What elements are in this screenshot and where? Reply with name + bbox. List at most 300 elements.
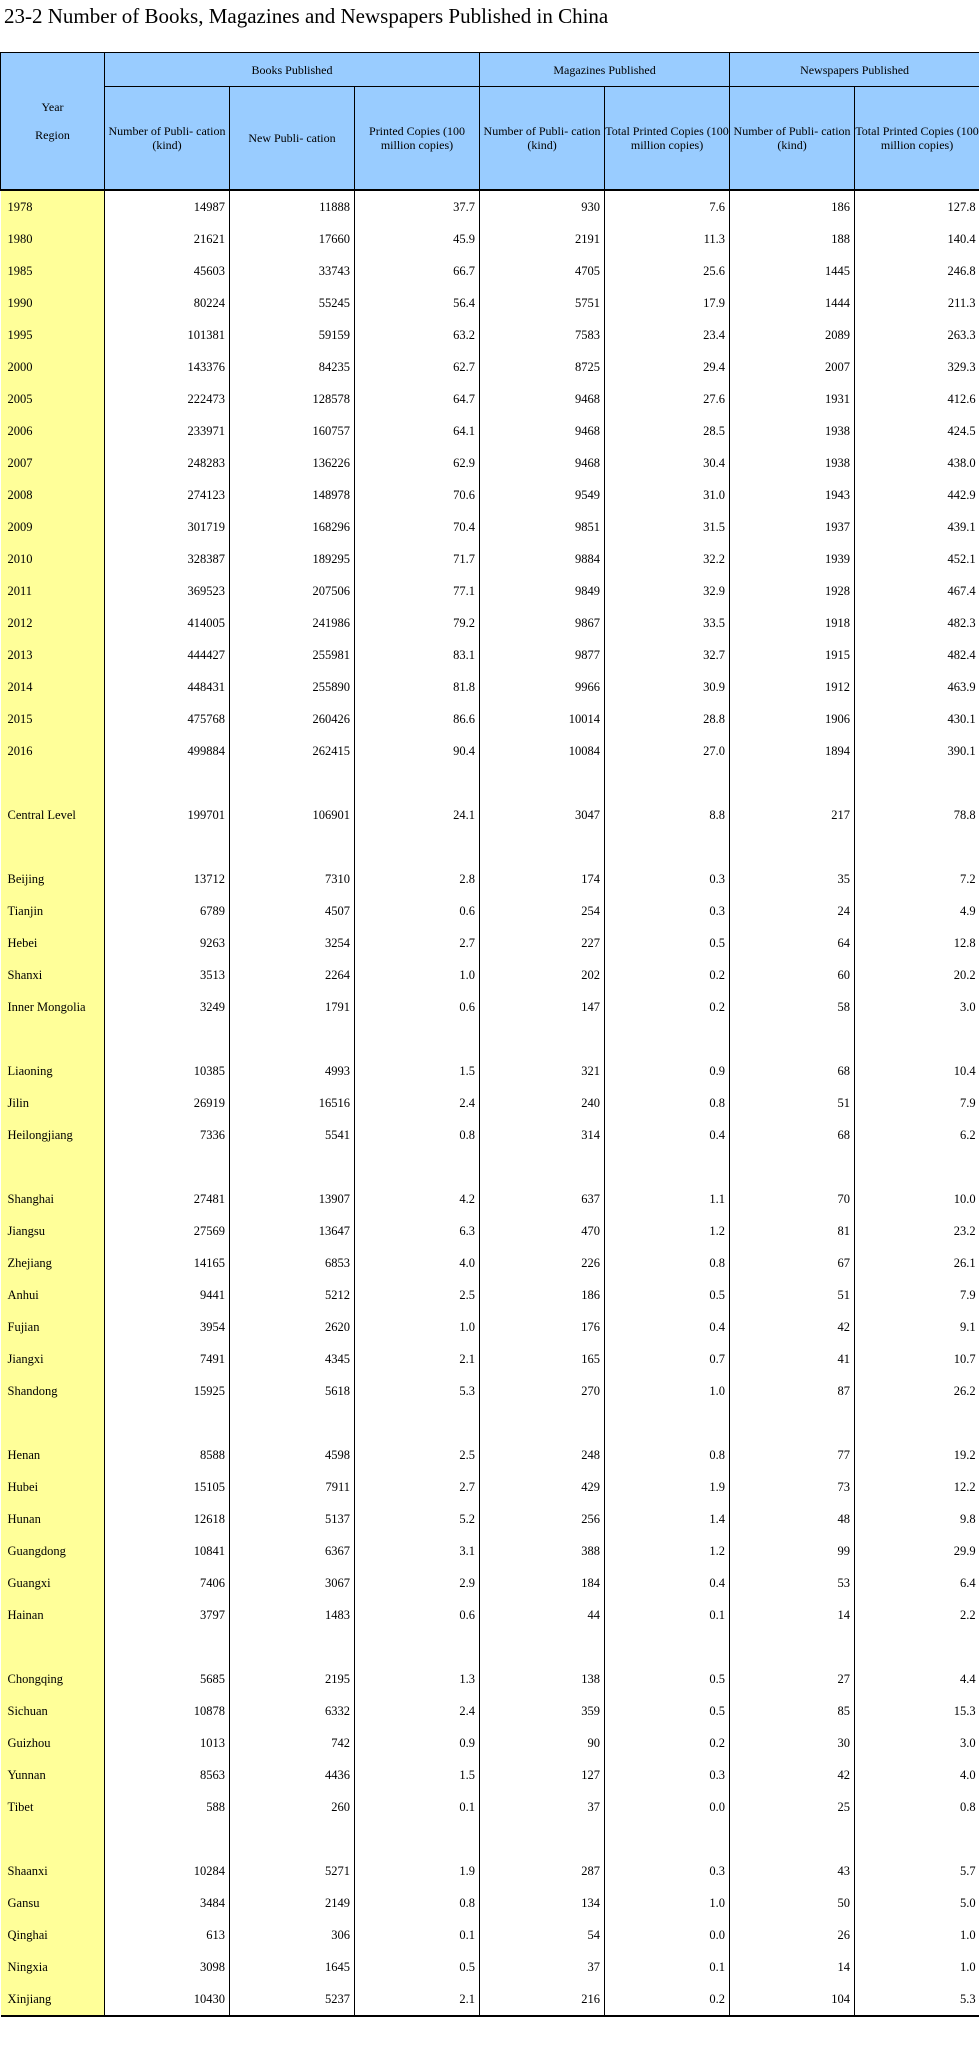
region-cell: Jiangsu	[1, 1215, 105, 1247]
books-number-cell: 3484	[105, 1887, 230, 1919]
spacer-cell	[605, 1023, 730, 1055]
books-new-cell: 2264	[230, 959, 355, 991]
magazines-number-cell: 9851	[480, 511, 605, 543]
table-row	[1, 1279, 979, 1311]
books-printed-cell: 63.2	[355, 319, 480, 351]
spacer-cell	[480, 1151, 605, 1183]
books-printed-cell: 24.1	[355, 799, 480, 831]
newspapers-number-cell: 25	[730, 1791, 855, 1823]
spacer-cell	[355, 1407, 480, 1439]
region-cell: Guizhou	[1, 1727, 105, 1759]
spacer-cell	[1, 767, 105, 799]
magazines-number-cell: 9877	[480, 639, 605, 671]
region-cell: Henan	[1, 1439, 105, 1471]
books-new-cell: 6332	[230, 1695, 355, 1727]
newspapers-number-cell: 99	[730, 1535, 855, 1567]
newspapers-number-cell: 43	[730, 1855, 855, 1887]
spacer-cell	[230, 1407, 355, 1439]
region-cell: 2010	[1, 543, 105, 575]
books-new-header: New Publi- cation	[230, 87, 355, 191]
books-number-cell: 613	[105, 1919, 230, 1951]
newspapers-number-cell: 1894	[730, 735, 855, 767]
newspapers-total-cell: 482.3	[855, 607, 979, 639]
region-cell: Chongqing	[1, 1663, 105, 1695]
spacer-cell	[230, 1631, 355, 1663]
region-cell: 2000	[1, 351, 105, 383]
table-row	[1, 735, 979, 767]
magazines-number-cell: 226	[480, 1247, 605, 1279]
newspapers-number-cell: 60	[730, 959, 855, 991]
magazines-total-cell: 0.3	[605, 863, 730, 895]
spacer-cell	[730, 1823, 855, 1855]
region-cell: Xinjiang	[1, 1983, 105, 2016]
newspapers-number-cell: 1928	[730, 575, 855, 607]
books-printed-cell: 56.4	[355, 287, 480, 319]
books-new-cell: 6367	[230, 1535, 355, 1567]
magazines-total-cell: 23.4	[605, 319, 730, 351]
books-number-header: Number of Publi- cation (kind)	[105, 87, 230, 191]
books-new-cell: 189295	[230, 543, 355, 575]
books-new-cell: 2195	[230, 1663, 355, 1695]
spacer-cell	[355, 1631, 480, 1663]
newspapers-number-cell: 24	[730, 895, 855, 927]
newspapers-number-cell: 70	[730, 1183, 855, 1215]
books-number-cell: 3513	[105, 959, 230, 991]
magazines-number-cell: 3047	[480, 799, 605, 831]
books-number-cell: 10430	[105, 1983, 230, 2016]
books-number-cell: 5685	[105, 1663, 230, 1695]
spacer-cell	[730, 767, 855, 799]
newspapers-total-cell: 10.7	[855, 1343, 979, 1375]
books-new-cell: 4598	[230, 1439, 355, 1471]
books-printed-cell: 62.7	[355, 351, 480, 383]
spacer-cell	[480, 767, 605, 799]
magazines-number-cell: 127	[480, 1759, 605, 1791]
spacer-cell	[105, 1407, 230, 1439]
magazines-total-cell: 32.7	[605, 639, 730, 671]
spacer-cell	[605, 767, 730, 799]
year-label: Year	[41, 100, 64, 114]
table-row	[1, 223, 979, 255]
magazines-total-cell: 0.3	[605, 895, 730, 927]
magazines-total-cell: 7.6	[605, 190, 730, 223]
magazines-number-cell: 9468	[480, 383, 605, 415]
spacer-cell	[105, 1823, 230, 1855]
region-cell: Liaoning	[1, 1055, 105, 1087]
newspapers-total-cell: 3.0	[855, 1727, 979, 1759]
books-new-cell: 742	[230, 1727, 355, 1759]
books-printed-cell: 37.7	[355, 190, 480, 223]
spacer-row	[1, 1823, 979, 1855]
newspapers-total-cell: 140.4	[855, 223, 979, 255]
magazines-total-cell: 29.4	[605, 351, 730, 383]
spacer-cell	[480, 1823, 605, 1855]
spacer-cell	[230, 1151, 355, 1183]
region-cell: Tianjin	[1, 895, 105, 927]
magazines-total-cell: 0.8	[605, 1087, 730, 1119]
books-new-cell: 260	[230, 1791, 355, 1823]
table-row	[1, 1535, 979, 1567]
table-row	[1, 1951, 979, 1983]
newspapers-number-cell: 30	[730, 1727, 855, 1759]
newspapers-total-cell: 6.4	[855, 1567, 979, 1599]
region-cell: Sichuan	[1, 1695, 105, 1727]
spacer-cell	[105, 1023, 230, 1055]
region-cell: Hubei	[1, 1471, 105, 1503]
table-row	[1, 1183, 979, 1215]
magazines-number-cell: 256	[480, 1503, 605, 1535]
books-number-cell: 9441	[105, 1279, 230, 1311]
newspapers-total-cell: 5.3	[855, 1983, 979, 2016]
spacer-cell	[855, 1151, 979, 1183]
spacer-cell	[1, 1023, 105, 1055]
books-number-cell: 499884	[105, 735, 230, 767]
magazines-total-cell: 0.2	[605, 1727, 730, 1759]
books-new-cell: 7911	[230, 1471, 355, 1503]
books-number-cell: 8563	[105, 1759, 230, 1791]
region-cell: 2009	[1, 511, 105, 543]
books-printed-cell: 0.1	[355, 1919, 480, 1951]
books-number-cell: 27569	[105, 1215, 230, 1247]
newspapers-total-cell: 7.9	[855, 1279, 979, 1311]
books-new-cell: 262415	[230, 735, 355, 767]
spacer-cell	[355, 1023, 480, 1055]
newspapers-total-header: Total Printed Copies (100 million copies)	[855, 87, 979, 191]
spacer-cell	[480, 1407, 605, 1439]
books-new-cell: 241986	[230, 607, 355, 639]
books-new-cell: 5618	[230, 1375, 355, 1407]
books-printed-cell: 0.6	[355, 991, 480, 1023]
region-cell: 2007	[1, 447, 105, 479]
books-printed-cell: 2.1	[355, 1983, 480, 2016]
table-row	[1, 1983, 979, 2016]
spacer-cell	[1, 1151, 105, 1183]
books-number-cell: 26919	[105, 1087, 230, 1119]
magazines-number-cell: 9884	[480, 543, 605, 575]
newspapers-total-cell: 442.9	[855, 479, 979, 511]
newspapers-published-header: Newspapers Published	[730, 53, 979, 87]
newspapers-total-cell: 1.0	[855, 1951, 979, 1983]
region-cell: Shanxi	[1, 959, 105, 991]
books-number-cell: 8588	[105, 1439, 230, 1471]
books-printed-cell: 77.1	[355, 575, 480, 607]
newspapers-number-cell: 85	[730, 1695, 855, 1727]
publication-table-container	[0, 52, 979, 2017]
books-number-cell: 10284	[105, 1855, 230, 1887]
books-printed-cell: 0.5	[355, 1951, 480, 1983]
newspapers-total-cell: 9.1	[855, 1311, 979, 1343]
books-number-cell: 10878	[105, 1695, 230, 1727]
magazines-number-cell: 147	[480, 991, 605, 1023]
books-printed-cell: 62.9	[355, 447, 480, 479]
table-row	[1, 1247, 979, 1279]
magazines-total-cell: 0.7	[605, 1343, 730, 1375]
table-row	[1, 479, 979, 511]
books-new-cell: 3254	[230, 927, 355, 959]
magazines-number-cell: 254	[480, 895, 605, 927]
magazines-total-cell: 0.5	[605, 1279, 730, 1311]
newspapers-number-cell: 50	[730, 1887, 855, 1919]
spacer-cell	[855, 1023, 979, 1055]
table-row	[1, 1695, 979, 1727]
books-number-cell: 6789	[105, 895, 230, 927]
publication-table	[0, 52, 979, 2017]
magazines-total-cell: 32.9	[605, 575, 730, 607]
magazines-total-cell: 0.3	[605, 1759, 730, 1791]
spacer-cell	[480, 1023, 605, 1055]
newspapers-total-cell: 463.9	[855, 671, 979, 703]
magazines-number-cell: 186	[480, 1279, 605, 1311]
books-printed-cell: 4.0	[355, 1247, 480, 1279]
newspapers-number-cell: 53	[730, 1567, 855, 1599]
magazines-total-cell: 0.9	[605, 1055, 730, 1087]
newspapers-number-cell: 186	[730, 190, 855, 223]
books-number-cell: 328387	[105, 543, 230, 575]
books-new-cell: 3067	[230, 1567, 355, 1599]
magazines-number-cell: 7583	[480, 319, 605, 351]
magazines-total-cell: 30.4	[605, 447, 730, 479]
region-cell: 2008	[1, 479, 105, 511]
region-cell: 1978	[1, 190, 105, 223]
table-row	[1, 1503, 979, 1535]
table-row	[1, 1343, 979, 1375]
books-number-cell: 248283	[105, 447, 230, 479]
books-number-cell: 222473	[105, 383, 230, 415]
books-new-cell: 33743	[230, 255, 355, 287]
table-row	[1, 1759, 979, 1791]
region-cell: 1985	[1, 255, 105, 287]
magazines-number-cell: 429	[480, 1471, 605, 1503]
newspapers-total-cell: 12.2	[855, 1471, 979, 1503]
spacer-cell	[730, 1631, 855, 1663]
newspapers-number-cell: 48	[730, 1503, 855, 1535]
magazines-total-cell: 31.0	[605, 479, 730, 511]
books-number-cell: 7336	[105, 1119, 230, 1151]
newspapers-total-cell: 19.2	[855, 1439, 979, 1471]
magazines-number-cell: 4705	[480, 255, 605, 287]
spacer-cell	[855, 767, 979, 799]
books-printed-cell: 90.4	[355, 735, 480, 767]
books-printed-cell: 64.1	[355, 415, 480, 447]
spacer-cell	[1, 1631, 105, 1663]
newspapers-total-cell: 78.8	[855, 799, 979, 831]
books-number-cell: 7406	[105, 1567, 230, 1599]
magazines-number-cell: 314	[480, 1119, 605, 1151]
region-cell: Hebei	[1, 927, 105, 959]
spacer-cell	[105, 1151, 230, 1183]
books-printed-cell: 81.8	[355, 671, 480, 703]
books-new-cell: 160757	[230, 415, 355, 447]
table-header	[1, 53, 979, 191]
magazines-total-cell: 17.9	[605, 287, 730, 319]
newspapers-total-cell: 26.2	[855, 1375, 979, 1407]
books-number-cell: 12618	[105, 1503, 230, 1535]
region-cell: 2015	[1, 703, 105, 735]
newspapers-total-cell: 412.6	[855, 383, 979, 415]
newspapers-total-cell: 20.2	[855, 959, 979, 991]
magazines-total-cell: 0.2	[605, 959, 730, 991]
books-printed-cell: 66.7	[355, 255, 480, 287]
region-cell: Gansu	[1, 1887, 105, 1919]
magazines-total-cell: 0.4	[605, 1311, 730, 1343]
newspapers-total-cell: 9.8	[855, 1503, 979, 1535]
page-title: 23-2 Number of Books, Magazines and Newspapers Published in China	[4, 4, 609, 28]
spacer-cell	[855, 1823, 979, 1855]
magazines-number-cell: 184	[480, 1567, 605, 1599]
magazines-number-cell: 2191	[480, 223, 605, 255]
books-new-cell: 255890	[230, 671, 355, 703]
books-new-cell: 5137	[230, 1503, 355, 1535]
spacer-cell	[730, 1407, 855, 1439]
books-new-cell: 106901	[230, 799, 355, 831]
books-printed-cell: 1.5	[355, 1759, 480, 1791]
books-number-cell: 1013	[105, 1727, 230, 1759]
books-published-header: Books Published	[105, 53, 480, 87]
newspapers-total-cell: 246.8	[855, 255, 979, 287]
books-new-cell: 6853	[230, 1247, 355, 1279]
newspapers-total-cell: 127.8	[855, 190, 979, 223]
table-row	[1, 991, 979, 1023]
spacer-cell	[355, 831, 480, 863]
magazines-total-cell: 32.2	[605, 543, 730, 575]
books-new-cell: 2149	[230, 1887, 355, 1919]
books-printed-cell: 2.9	[355, 1567, 480, 1599]
table-row	[1, 1919, 979, 1951]
spacer-row	[1, 831, 979, 863]
year-region-header	[1, 53, 105, 191]
books-number-cell: 3098	[105, 1951, 230, 1983]
region-cell: Guangdong	[1, 1535, 105, 1567]
newspapers-number-cell: 1906	[730, 703, 855, 735]
table-row	[1, 927, 979, 959]
newspapers-number-cell: 68	[730, 1119, 855, 1151]
books-new-cell: 17660	[230, 223, 355, 255]
magazines-number-cell: 359	[480, 1695, 605, 1727]
newspapers-total-cell: 430.1	[855, 703, 979, 735]
books-printed-cell: 1.9	[355, 1855, 480, 1887]
newspapers-number-cell: 1937	[730, 511, 855, 543]
newspapers-total-cell: 4.9	[855, 895, 979, 927]
magazines-number-cell: 240	[480, 1087, 605, 1119]
table-row	[1, 1439, 979, 1471]
region-cell: 1990	[1, 287, 105, 319]
spacer-row	[1, 1151, 979, 1183]
table-row	[1, 1311, 979, 1343]
books-new-cell: 4436	[230, 1759, 355, 1791]
region-cell: Shaanxi	[1, 1855, 105, 1887]
spacer-cell	[605, 1631, 730, 1663]
magazines-total-cell: 25.6	[605, 255, 730, 287]
magazines-total-cell: 0.0	[605, 1791, 730, 1823]
books-printed-cell: 5.2	[355, 1503, 480, 1535]
magazines-total-cell: 8.8	[605, 799, 730, 831]
table-row	[1, 639, 979, 671]
region-cell: 2012	[1, 607, 105, 639]
books-printed-cell: 2.5	[355, 1279, 480, 1311]
newspapers-number-cell: 1445	[730, 255, 855, 287]
newspapers-total-cell: 26.1	[855, 1247, 979, 1279]
books-number-cell: 15925	[105, 1375, 230, 1407]
newspapers-total-cell: 3.0	[855, 991, 979, 1023]
spacer-cell	[230, 1823, 355, 1855]
region-cell: Jiangxi	[1, 1343, 105, 1375]
newspapers-total-cell: 452.1	[855, 543, 979, 575]
magazines-number-cell: 470	[480, 1215, 605, 1247]
table-row	[1, 1215, 979, 1247]
magazines-number-cell: 9468	[480, 447, 605, 479]
newspapers-number-cell: 58	[730, 991, 855, 1023]
region-cell: Jilin	[1, 1087, 105, 1119]
region-cell: Hunan	[1, 1503, 105, 1535]
magazines-total-cell: 1.2	[605, 1215, 730, 1247]
spacer-cell	[1, 1823, 105, 1855]
newspapers-total-cell: 390.1	[855, 735, 979, 767]
magazines-total-cell: 1.9	[605, 1471, 730, 1503]
newspapers-number-header: Number of Publi- cation (kind)	[730, 87, 855, 191]
newspapers-number-cell: 64	[730, 927, 855, 959]
table-row	[1, 1567, 979, 1599]
magazines-number-cell: 9867	[480, 607, 605, 639]
books-new-cell: 7310	[230, 863, 355, 895]
books-printed-cell: 0.1	[355, 1791, 480, 1823]
region-cell: Central Level	[1, 799, 105, 831]
books-new-cell: 13647	[230, 1215, 355, 1247]
books-printed-cell: 2.4	[355, 1695, 480, 1727]
newspapers-number-cell: 41	[730, 1343, 855, 1375]
region-cell: Ningxia	[1, 1951, 105, 1983]
books-printed-cell: 0.9	[355, 1727, 480, 1759]
magazines-total-header: Total Printed Copies (100 million copies)	[605, 87, 730, 191]
books-number-cell: 588	[105, 1791, 230, 1823]
magazines-total-cell: 28.8	[605, 703, 730, 735]
newspapers-total-cell: 29.9	[855, 1535, 979, 1567]
region-cell: Guangxi	[1, 1567, 105, 1599]
spacer-cell	[855, 1631, 979, 1663]
spacer-cell	[230, 767, 355, 799]
magazines-number-cell: 388	[480, 1535, 605, 1567]
region-cell: Zhejiang	[1, 1247, 105, 1279]
books-printed-cell: 1.0	[355, 1311, 480, 1343]
spacer-cell	[230, 831, 355, 863]
region-cell: Hainan	[1, 1599, 105, 1631]
table-row	[1, 895, 979, 927]
table-row	[1, 575, 979, 607]
magazines-number-cell: 37	[480, 1951, 605, 1983]
books-printed-cell: 2.7	[355, 927, 480, 959]
region-cell: Qinghai	[1, 1919, 105, 1951]
books-new-cell: 306	[230, 1919, 355, 1951]
books-printed-cell: 70.6	[355, 479, 480, 511]
books-new-cell: 136226	[230, 447, 355, 479]
newspapers-number-cell: 77	[730, 1439, 855, 1471]
table-row	[1, 1055, 979, 1087]
table-row	[1, 863, 979, 895]
books-number-cell: 14165	[105, 1247, 230, 1279]
spacer-cell	[730, 1151, 855, 1183]
table-row	[1, 1663, 979, 1695]
magazines-total-cell: 1.0	[605, 1375, 730, 1407]
spacer-cell	[605, 1823, 730, 1855]
newspapers-number-cell: 26	[730, 1919, 855, 1951]
books-number-cell: 444427	[105, 639, 230, 671]
books-new-cell: 4345	[230, 1343, 355, 1375]
books-number-cell: 10841	[105, 1535, 230, 1567]
newspapers-total-cell: 467.4	[855, 575, 979, 607]
books-printed-cell: 4.2	[355, 1183, 480, 1215]
spacer-cell	[730, 1023, 855, 1055]
books-new-cell: 2620	[230, 1311, 355, 1343]
region-cell: Fujian	[1, 1311, 105, 1343]
